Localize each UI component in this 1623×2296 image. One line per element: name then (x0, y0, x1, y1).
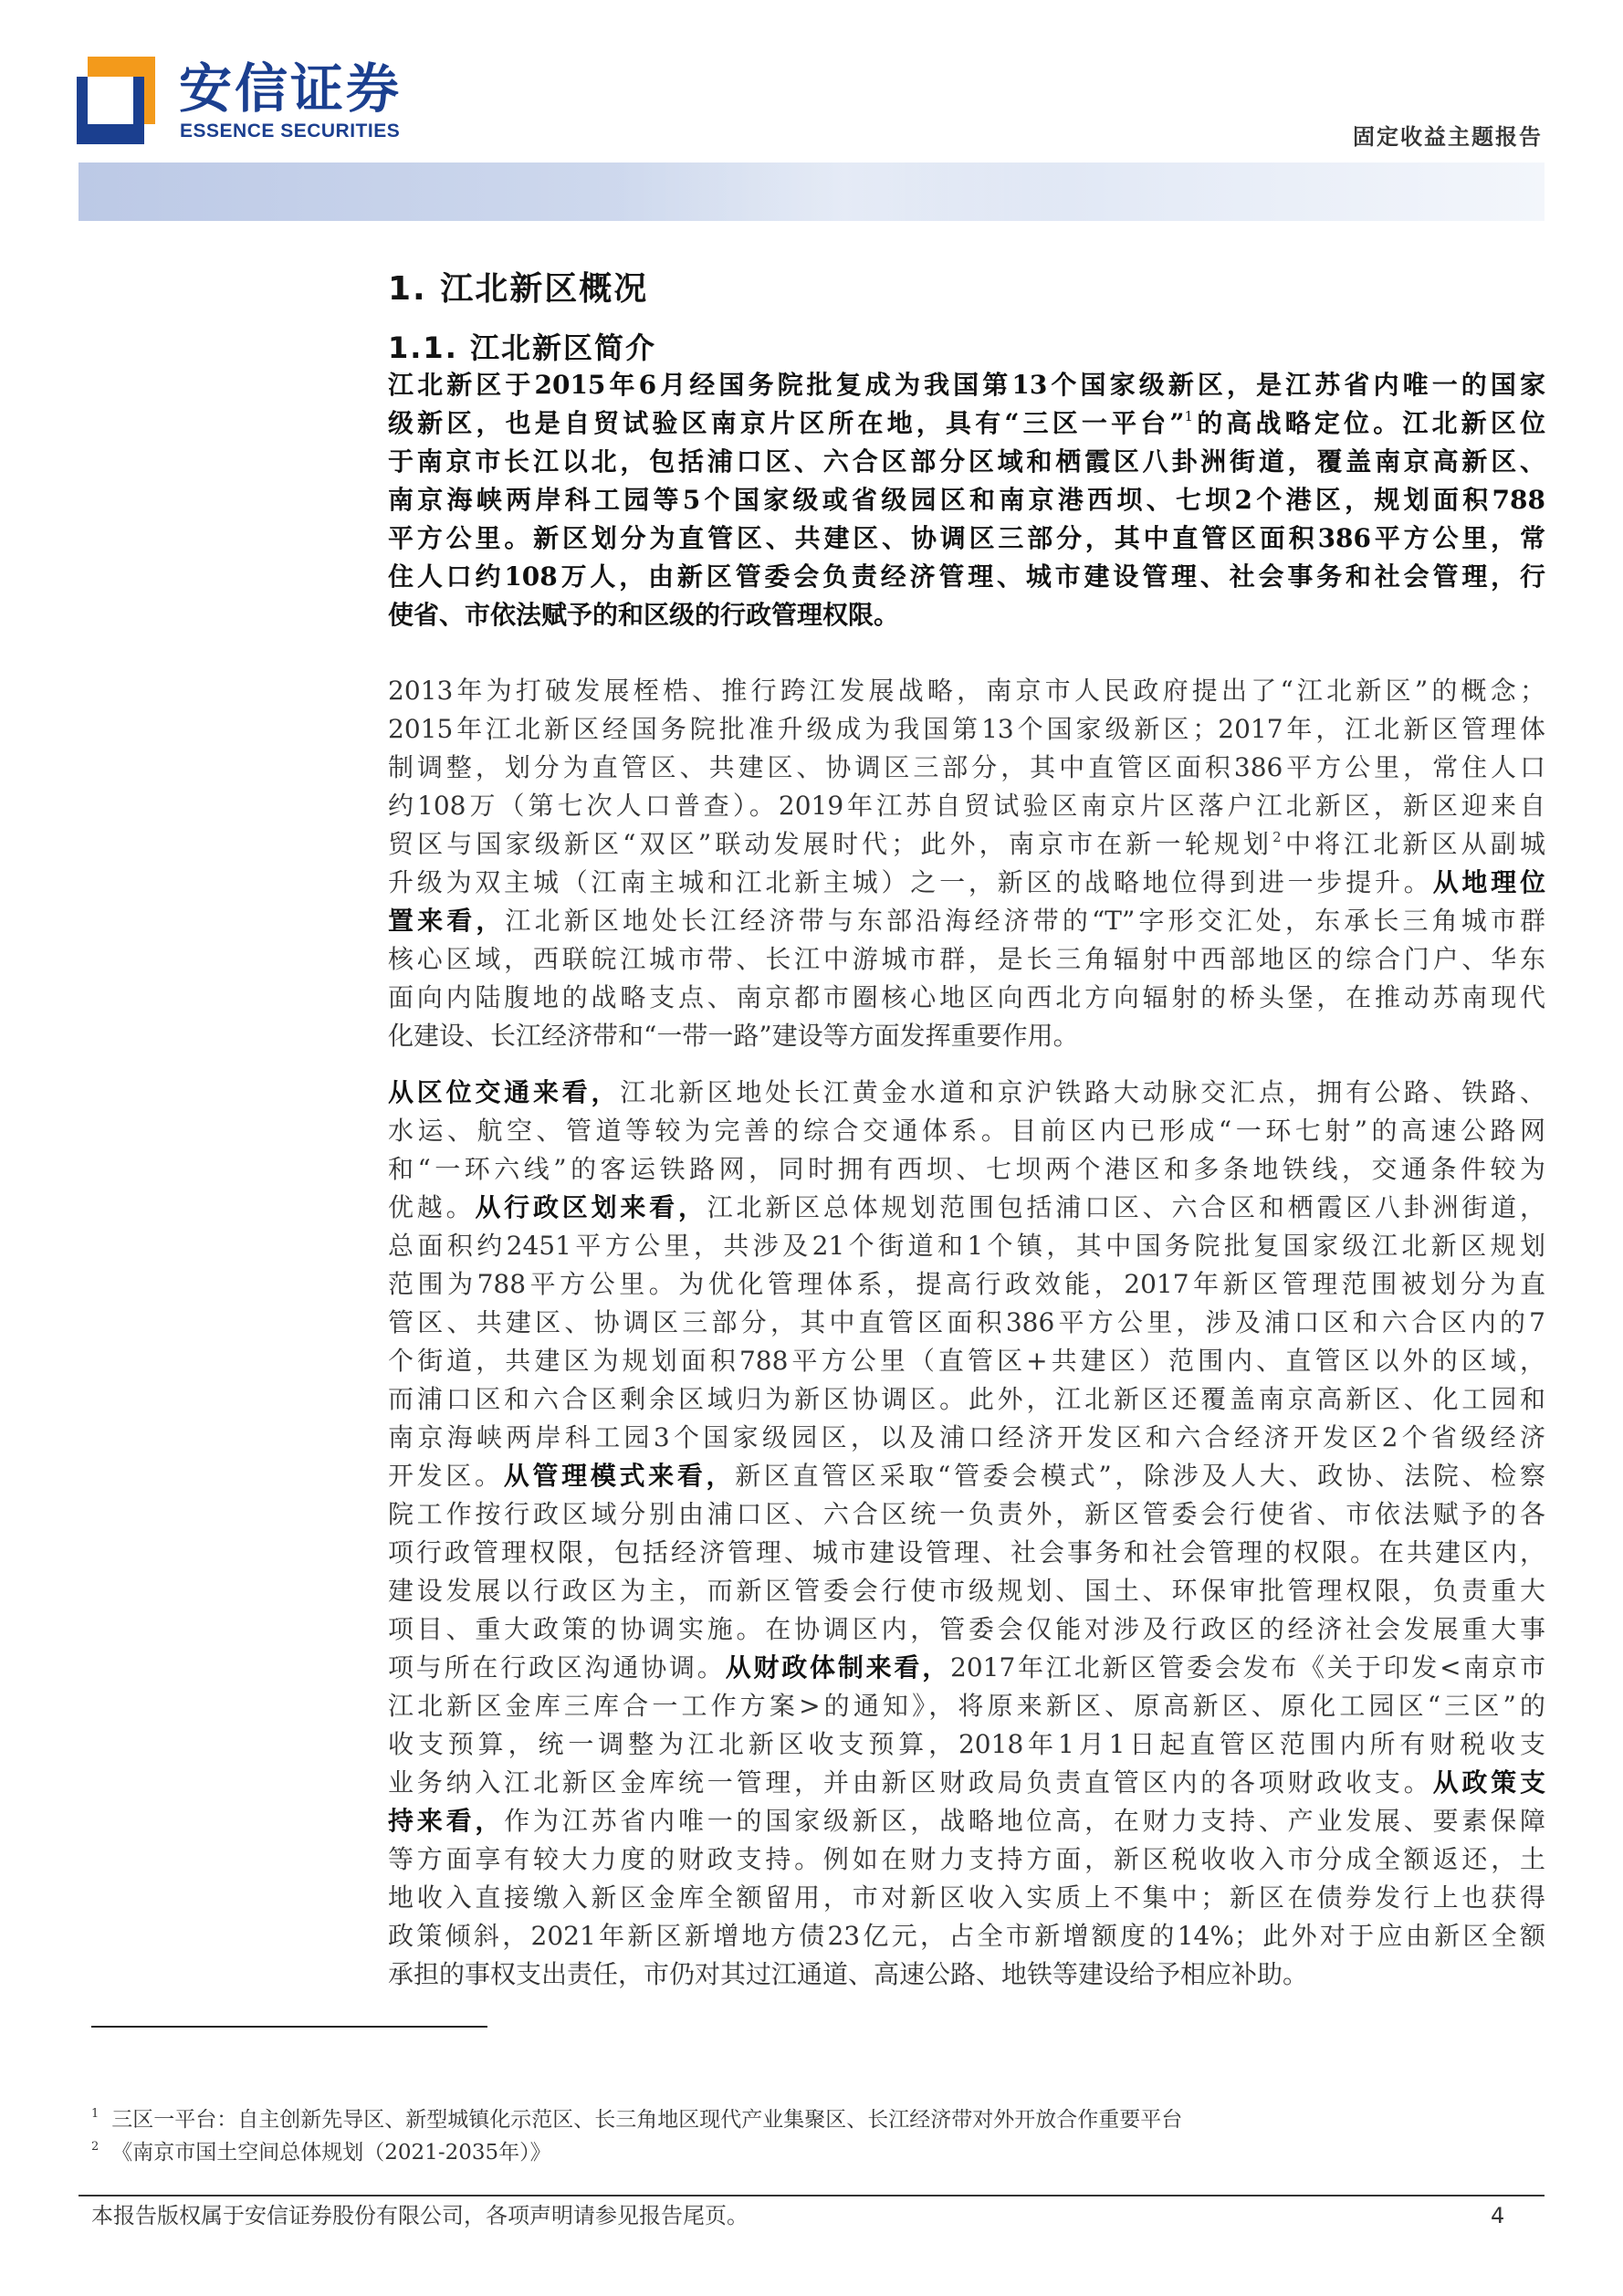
text-line: 南京海峡两岸科工园3个国家级园区，以及浦口经济开发区和六合经济开发区2个省级经济 (388, 1422, 1545, 1452)
text-line: 置来看，江北新区地处长江经济带与东部沿海经济带的“T”字形交汇处，东承长三角城市群 (388, 906, 1545, 936)
footer-divider (79, 2195, 1544, 2196)
essence-logo-icon (77, 57, 155, 144)
footnote-1: $^1$ 三区一平台：自主创新先导区、新型城镇化示范区、长三角地区现代产业集聚区、长江经济带对外开放合作重要平台 (91, 2107, 1183, 2132)
copyright-notice: 本报告版权属于安信证券股份有限公司，各项声明请参见报告尾页。 (91, 2203, 749, 2228)
footnote-ref[interactable]: 2 (1272, 829, 1282, 845)
text-line: 使省、市依法赋予的和区级的行政管理权限。 (388, 600, 900, 630)
text-line: 建设发展以行政区为主，而新区管委会行使市级规划、国土、环保审批管理权限，负责重大 (388, 1576, 1545, 1606)
text-line: 项目、重大政策的协调实施。在协调区内，管委会仅能对涉及行政区的经济社会发展重大事 (388, 1614, 1545, 1644)
text-line: 业务纳入江北新区金库统一管理，并由新区财政局负责直管区内的各项财政收支。从政策支 (388, 1767, 1545, 1798)
text-line: 承担的事权支出责任，市仍对其过江通道、高速公路、地铁等建设给予相应补助。 (388, 1959, 1309, 1989)
text-line: 总面积约2451平方公里，共涉及21个街道和1个镇，其中国务院批复国家级江北新区规划 (388, 1231, 1545, 1261)
text-line: 平方公里。新区划分为直管区、共建区、协调区三部分，其中直管区面积386平方公里，常 (388, 523, 1545, 553)
text-line: 于南京市长江以北，包括浦口区、六合区部分区域和栖霞区八卦洲街道，覆盖南京高新区、 (388, 446, 1545, 477)
section-title: 1. 江北新区概况 (388, 270, 649, 308)
text-line: 和“一环六线”的客运铁路网，同时拥有西坝、七坝两个港区和多条地铁线，交通条件较为 (388, 1154, 1545, 1184)
text-line: 级新区，也是自贸试验区南京片区所在地，具有“三区一平台”$^1$的高战略定位。江北新区位 (388, 408, 1545, 438)
page-number: 4 (1491, 2203, 1505, 2228)
footnote-divider (91, 2026, 487, 2028)
text-line: 优越。从行政区划来看，江北新区总体规划范围包括浦口区、六合区和栖霞区八卦洲街道， (388, 1192, 1545, 1222)
text-line: 面向内陆腹地的战略支点、南京都市圈核心地区向西北方向辐射的桥头堡，在推动苏南现代 (388, 982, 1545, 1012)
brand-name-cn: 安信证券 (179, 58, 403, 120)
text-line: 范围为788平方公里。为优化管理体系，提高行政效能，2017年新区管理范围被划分为直 (388, 1269, 1545, 1299)
text-line: 等方面享有较大力度的财政支持。例如在财力支持方面，新区税收收入市分成全额返还，土 (388, 1844, 1545, 1874)
text-line: 化建设、长江经济带和“一带一路”建设等方面发挥重要作用。 (388, 1021, 1079, 1051)
history-paragraph (388, 672, 1545, 1055)
text-line: 项与所在行政区沟通协调。从财政体制来看，2017年江北新区管委会发布《关于印发<南京市 (388, 1652, 1545, 1683)
text-line: 地收入直接缴入新区金库全额留用，市对新区收入实质上不集中；新区在债券发行上也获得 (388, 1882, 1545, 1913)
text-line: 升级为双主城（江南主城和江北新主城）之一，新区的战略地位得到进一步提升。从地理位 (388, 867, 1545, 897)
text-line: 院工作按行政区域分别由浦口区、六合区统一负责外，新区管委会行使省、市依法赋予的各 (388, 1499, 1545, 1529)
subsection-title: 1.1. 江北新区简介 (388, 330, 656, 365)
text-line: 水运、航空、管道等较为完善的综合交通体系。目前区内已形成“一环七射”的高速公路网 (388, 1116, 1545, 1146)
text-line: 江北新区金库三库合一工作方案>的通知》，将原来新区、原高新区、原化工园区“三区”的 (388, 1691, 1545, 1721)
details-paragraph (388, 1074, 1545, 1994)
header-banner (79, 163, 1544, 221)
text-line: 2015年江北新区经国务院批准升级成为我国第13个国家级新区；2017年，江北新区管理体 (388, 714, 1545, 744)
footnote-2: $^2$ 《南京市国土空间总体规划（2021-2035年）》 (91, 2140, 551, 2165)
text-line: 贸区与国家级新区“双区”联动发展时代；此外，南京市在新一轮规划$^2$中将江北新区从副城 (388, 829, 1545, 859)
text-line: 项行政管理权限，包括经济管理、城市建设管理、社会事务和社会管理的权限。在共建区内， (388, 1537, 1545, 1567)
summary-paragraph (388, 366, 1545, 634)
text-line: 而浦口区和六合区剩余区域归为新区协调区。此外，江北新区还覆盖南京高新区、化工园和 (388, 1384, 1545, 1414)
text-line: 持来看，作为江苏省内唯一的国家级新区，战略地位高，在财力支持、产业发展、要素保障 (388, 1806, 1545, 1836)
text-line: 住人口约108万人，由新区管委会负责经济管理、城市建设管理、社会事务和社会管理，行 (388, 561, 1545, 592)
brand-name-en: ESSENCE SECURITIES (180, 121, 401, 142)
report-type-label: 固定收益主题报告 (1353, 124, 1543, 150)
text-line: 从区位交通来看，江北新区地处长江黄金水道和京沪铁路大动脉交汇点，拥有公路、铁路、 (388, 1077, 1545, 1107)
text-line: 南京海峡两岸科工园等5个国家级或省级园区和南京港西坝、七坝2个港区，规划面积788 (388, 485, 1545, 515)
text-line: 2013年为打破发展桎梏、推行跨江发展战略，南京市人民政府提出了“江北新区”的概念； (388, 676, 1545, 706)
text-line: 制调整，划分为直管区、共建区、协调区三部分，其中直管区面积386平方公里，常住人口 (388, 752, 1545, 782)
text-line: 收支预算，统一调整为江北新区收支预算，2018年1月1日起直管区范围内所有财税收支 (388, 1729, 1545, 1759)
text-line: 江北新区于2015年6月经国务院批复成为我国第13个国家级新区，是江苏省内唯一的国家 (388, 370, 1545, 400)
text-line: 个街道，共建区为规划面积788平方公里（直管区+共建区）范围内、直管区以外的区域， (388, 1346, 1545, 1376)
text-line: 约108万（第七次人口普查）。2019年江苏自贸试验区南京片区落户江北新区，新区迎来自 (388, 791, 1545, 821)
text-line: 开发区。从管理模式来看，新区直管区采取“管委会模式”，除涉及人大、政协、法院、检察 (388, 1461, 1545, 1491)
footnote-ref[interactable]: 1 (1184, 408, 1194, 425)
text-line: 核心区域，西联皖江城市带、长江中游城市群，是长三角辐射中西部地区的综合门户、华东 (388, 944, 1545, 974)
text-line: 管区、共建区、协调区三部分，其中直管区面积386平方公里，涉及浦口区和六合区内的7 (388, 1307, 1545, 1337)
text-line: 政策倾斜，2021年新区新增地方债23亿元，占全市新增额度的14%；此外对于应由新区全额 (388, 1921, 1545, 1951)
